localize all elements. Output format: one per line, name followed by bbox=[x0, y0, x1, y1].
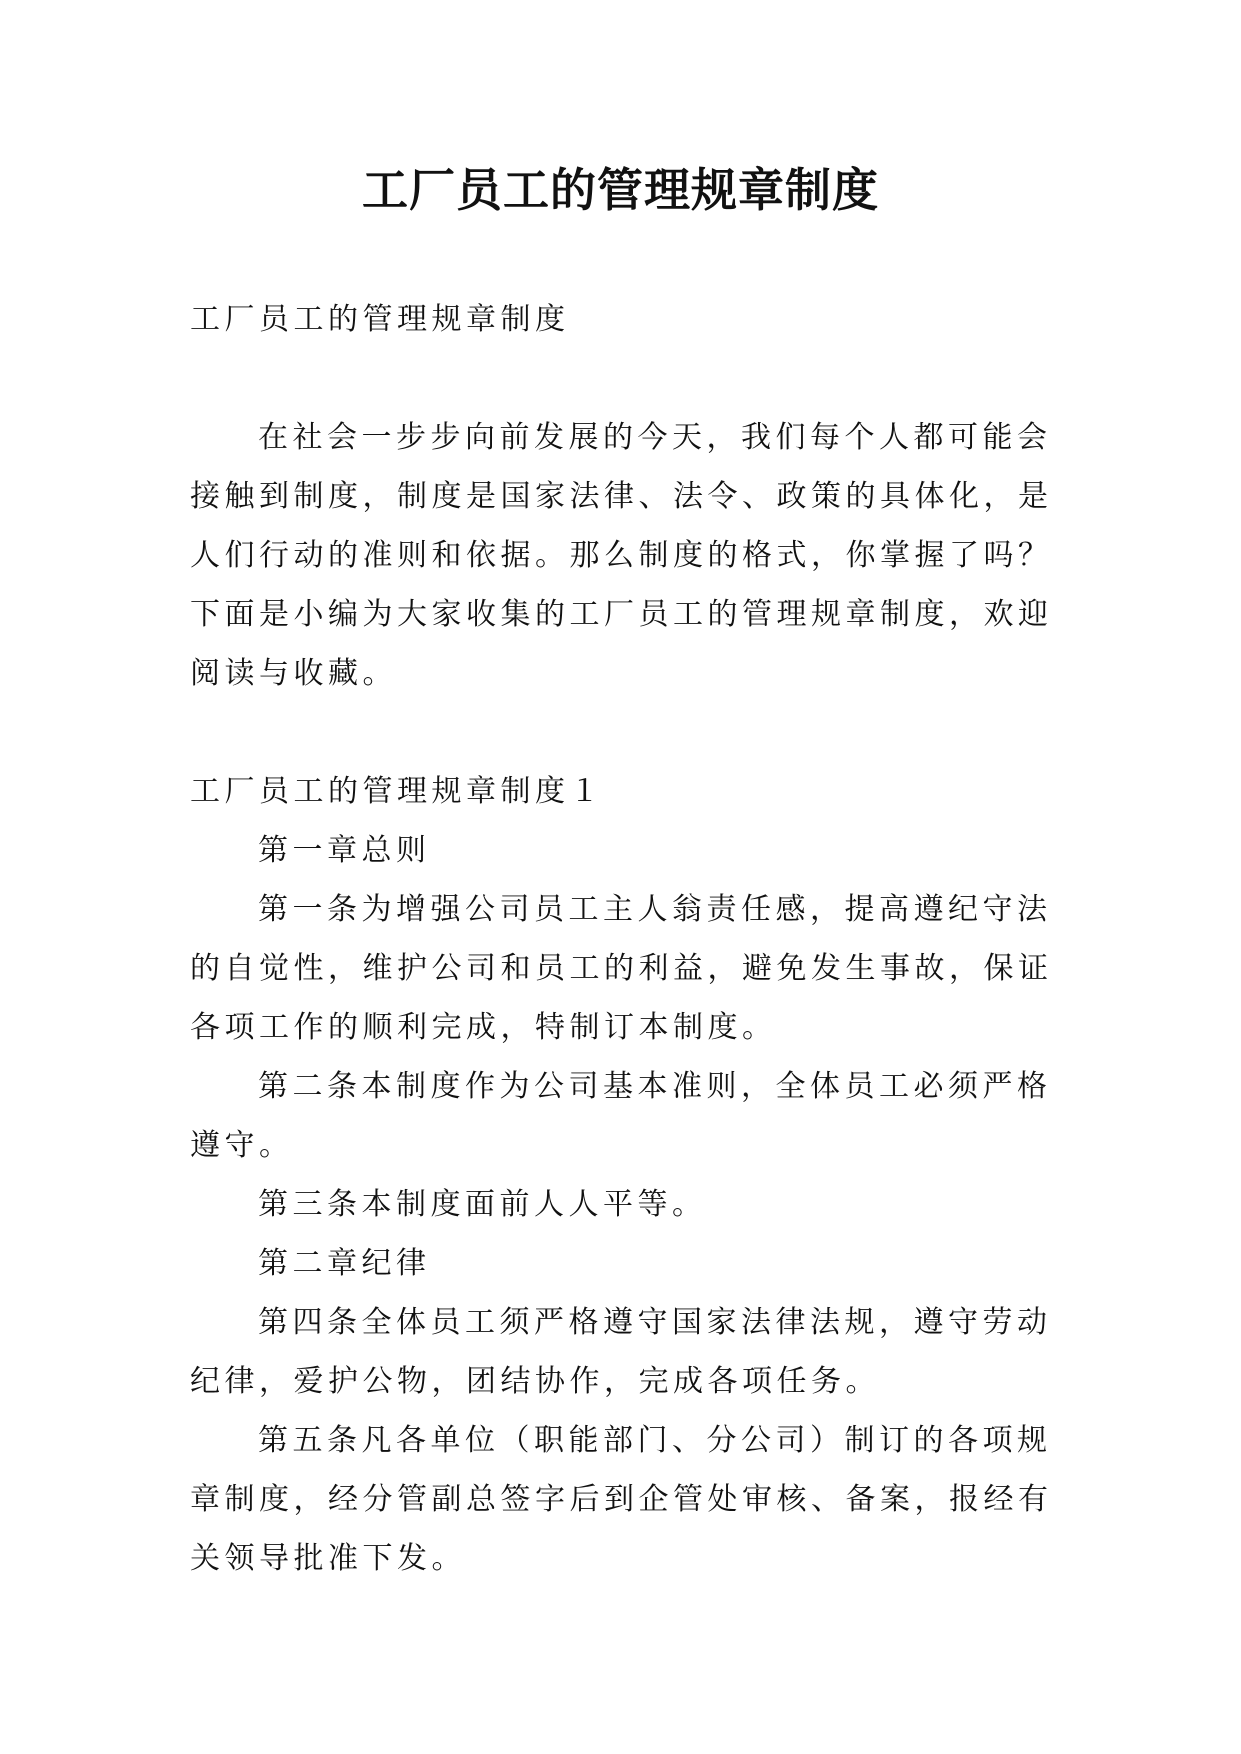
chapter-heading: 第二章纪律 bbox=[258, 1246, 431, 1281]
article-paragraph: 第四条全体员工须严格遵守国家法律法规，遵守劳动纪律，爱护公物，团结协作，完成各项任务。 bbox=[190, 1305, 1052, 1399]
article-paragraph: 第五条凡各单位（职能部门、分公司）制订的各项规章制度，经分管副总签字后到企管处审核、备案，报经有关领导批准下发。 bbox=[190, 1423, 1053, 1576]
spacer bbox=[190, 349, 1062, 408]
article-paragraph: 第二条本制度作为公司基本准则，全体员工必须严格遵守。 bbox=[190, 1069, 1052, 1163]
spacer bbox=[190, 703, 1062, 762]
document-title: 工厂员工的管理规章制度 bbox=[362, 163, 879, 217]
document-body bbox=[190, 290, 1062, 1588]
article-paragraph: 第三条本制度面前人人平等。 bbox=[258, 1187, 707, 1222]
chapter-heading: 第一章总则 bbox=[258, 833, 431, 868]
section-title: 工厂员工的管理规章制度１ bbox=[190, 774, 604, 809]
intro-paragraph: 在社会一步步向前发展的今天，我们每个人都可能会接触到制度，制度是国家法律、法令、政策的具体化，是人们行动的准则和依据。那么制度的格式，你掌握了吗？下面是小编为大家收集的工厂员工的管理规章制度，欢迎阅读与收藏。 bbox=[190, 420, 1053, 691]
document-subtitle: 工厂员工的管理规章制度 bbox=[190, 302, 570, 337]
article-paragraph: 第一条为增强公司员工主人翁责任感，提高遵纪守法的自觉性，维护公司和员工的利益，避免发生事故，保证各项工作的顺利完成，特制订本制度。 bbox=[190, 892, 1053, 1045]
